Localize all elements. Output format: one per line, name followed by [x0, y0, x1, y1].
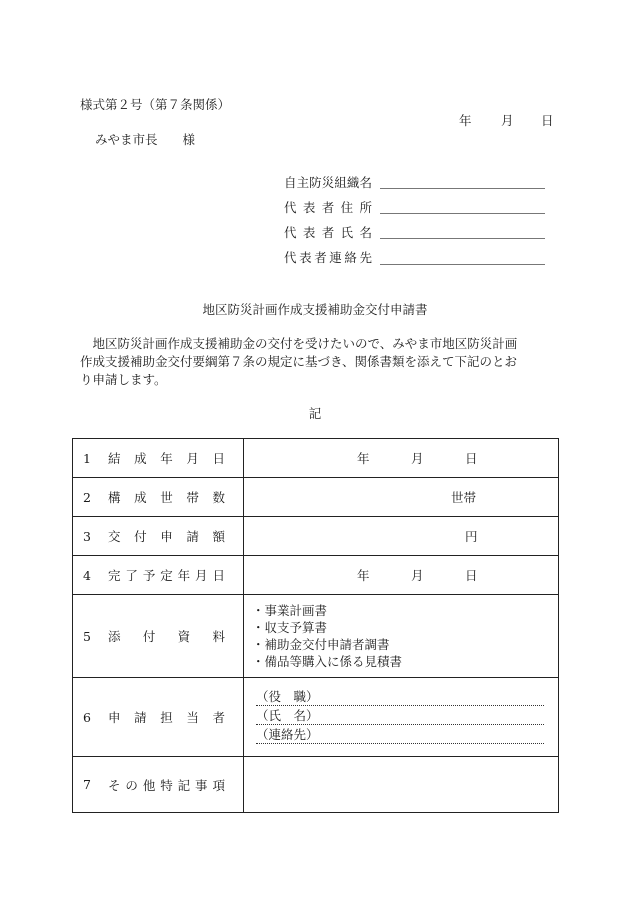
table-row: [73, 757, 559, 813]
row-label-cell: [73, 595, 244, 678]
row-number: 3: [83, 528, 91, 544]
formation-date-cell[interactable]: [244, 439, 559, 478]
remarks-cell[interactable]: [244, 757, 559, 813]
form-number: 様式第２号（第７条関係）: [80, 97, 231, 112]
attachments-cell: [244, 595, 559, 678]
rep-contact-line[interactable]: [380, 264, 545, 265]
row-number: 5: [83, 628, 91, 644]
attachment-item: ・事業計画書: [252, 603, 328, 618]
year-label: 年: [357, 568, 370, 583]
ki-label: 記: [308, 406, 322, 421]
table-row: [73, 517, 559, 556]
day-label: 日: [465, 451, 478, 466]
row-label: 添 付 資 料: [108, 629, 225, 644]
row-number: 6: [83, 709, 91, 725]
body-line-3: り申請します。: [80, 372, 167, 387]
org-name-label: 自主防災組織名: [284, 175, 372, 190]
date-year: 年: [459, 113, 472, 128]
body-line-2: 作成支援補助金交付要綱第７条の規定に基づき、関係書類を添えて下記のとお: [80, 354, 518, 369]
row-label: 構 成 世 帯 数: [108, 490, 225, 505]
row-number: 1: [83, 450, 91, 466]
name-field[interactable]: （氏 名）: [256, 708, 544, 725]
row-label: 結 成 年 月 日: [108, 451, 225, 466]
table-row: [73, 478, 559, 517]
contact-person-cell: [244, 678, 559, 757]
table-row: [73, 678, 559, 757]
day-label: 日: [465, 568, 478, 583]
row-label: 申 請 担 当 者: [108, 710, 225, 725]
year-label: 年: [357, 451, 370, 466]
body-line-1: 地区防災計画作成支援補助金の交付を受けたいので、みやま市地区防災計画: [80, 336, 518, 351]
households-cell[interactable]: [244, 478, 559, 517]
table-row: [73, 556, 559, 595]
month-label: 月: [411, 451, 424, 466]
row-number: 7: [83, 777, 91, 792]
table-row: [73, 439, 559, 478]
row-label-cell: [73, 439, 244, 478]
attachment-item: ・収支予算書: [252, 620, 328, 635]
rep-name-label: 代 表 者 氏 名: [284, 225, 372, 240]
row-label: 交 付 申 請 額: [108, 529, 225, 544]
row-label: そ の 他 特 記 事 項: [108, 777, 225, 793]
yen-unit: 円: [465, 529, 478, 544]
row-label-cell: [73, 678, 244, 757]
attachment-item: ・備品等購入に係る見積書: [252, 654, 403, 669]
contact-field[interactable]: （連絡先）: [256, 727, 544, 744]
household-unit: 世帯: [451, 490, 477, 505]
application-table: [72, 438, 559, 813]
rep-name-line[interactable]: [380, 238, 545, 239]
row-label-cell: [73, 757, 244, 813]
month-label: 月: [411, 568, 424, 583]
document-title: 地区防災計画作成支援補助金交付申請書: [202, 302, 428, 317]
table-row: [73, 595, 559, 678]
addressee: みやま市長 様: [95, 132, 196, 147]
row-label-cell: [73, 556, 244, 595]
rep-address-line[interactable]: [380, 213, 545, 214]
attachment-item: ・補助金交付申請者調書: [252, 637, 390, 652]
completion-date-cell[interactable]: [244, 556, 559, 595]
amount-cell[interactable]: [244, 517, 559, 556]
row-number: 4: [83, 567, 91, 583]
date-day: 日: [541, 113, 554, 128]
row-label: 完 了 予 定 年 月 日: [108, 568, 225, 583]
rep-contact-label: 代表者連絡先: [284, 250, 372, 265]
date-month: 月: [501, 113, 514, 128]
rep-address-label: 代 表 者 住 所: [284, 200, 372, 215]
row-label-cell: [73, 478, 244, 517]
org-name-line[interactable]: [380, 188, 545, 189]
row-number: 2: [83, 489, 91, 505]
position-field[interactable]: （役 職）: [256, 689, 544, 706]
row-label-cell: [73, 517, 244, 556]
